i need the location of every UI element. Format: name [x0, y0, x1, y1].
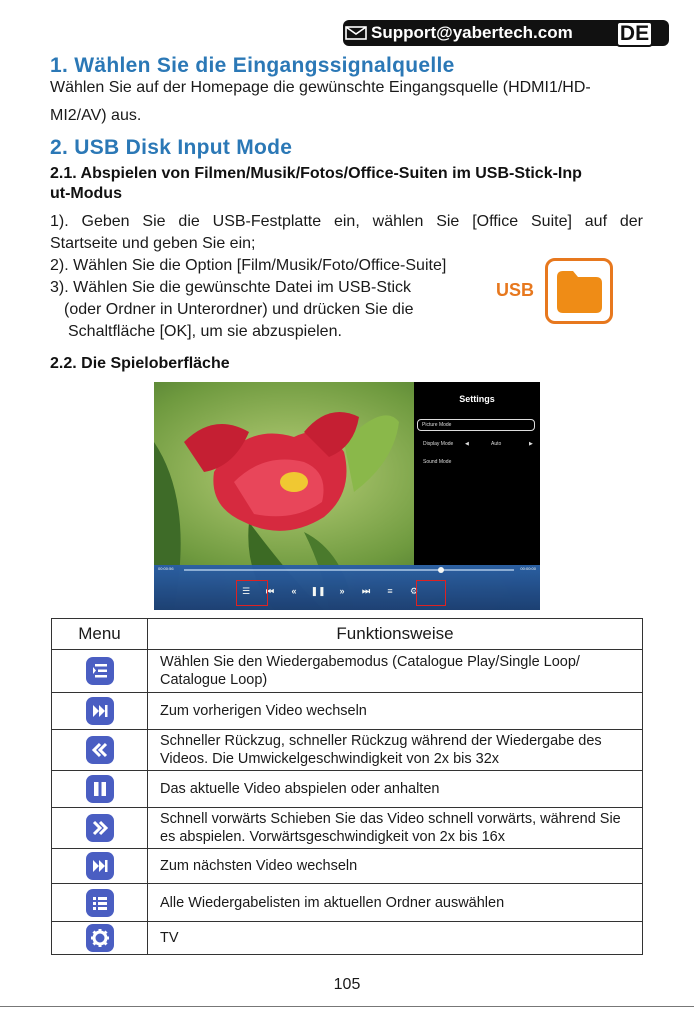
settings-gear-icon — [86, 924, 114, 952]
fast-forward-icon — [86, 814, 114, 842]
time-end: 00:00:00 — [520, 566, 536, 571]
table-row-desc: TV — [148, 922, 643, 955]
settings-panel — [414, 382, 540, 565]
progress-track[interactable] — [184, 569, 514, 571]
table-row — [52, 730, 643, 771]
support-email-text: Support@yabertech.com — [371, 23, 573, 42]
mail-icon — [345, 26, 367, 40]
pause-icon[interactable]: ❚❚ — [310, 586, 326, 596]
display-mode-prev-icon[interactable]: ◀ — [465, 441, 469, 447]
time-start: 00:00:56 — [158, 566, 174, 571]
table-row — [52, 849, 643, 884]
table-row-desc: Alle Wiedergabelisten im aktuellen Ordner auswählen — [148, 884, 643, 922]
table-header-menu: Menu — [52, 619, 148, 650]
section2-1-title-line2: ut-Modus — [50, 185, 122, 202]
step3-line3: Schaltfläche [OK], um sie abzuspielen. — [68, 323, 342, 340]
table-row — [52, 884, 643, 922]
table-row — [52, 693, 643, 730]
table-row-desc: Schnell vorwärts Schieben Sie das Video schnell vorwärts, während Sie es abspielen. Vorwärtsgeschwindigkeit von 2x bis 16x — [148, 808, 643, 849]
display-mode-value: Auto — [491, 441, 502, 447]
section1-line1: Wählen Sie auf der Homepage die gewünschte Eingangsquelle (HDMI1/HD- — [50, 79, 591, 96]
playlist-icon[interactable]: ≡ — [387, 586, 393, 596]
table-row-desc: Zum vorherigen Video wechseln — [148, 693, 643, 730]
fast-forward-icon[interactable]: » — [339, 586, 345, 596]
language-badge: DE — [616, 21, 653, 47]
playmode-icon[interactable]: ☰ — [241, 586, 251, 596]
table-row — [52, 771, 643, 808]
section1-title: 1. Wählen Sie die Eingangssignalquelle — [50, 54, 455, 77]
table-header-function: Funktionsweise — [148, 619, 643, 650]
playmode-highlight — [236, 580, 268, 606]
skip-next-icon — [86, 852, 114, 880]
progress-handle[interactable] — [438, 567, 444, 573]
table-row-desc: Zum nächsten Video wechseln — [148, 849, 643, 884]
step3-line1: 3). Wählen Sie die gewünschte Datei im USB-Stick — [50, 279, 412, 296]
skip-previous-icon — [86, 697, 114, 725]
skip-previous-icon[interactable]: ⏮ — [265, 586, 275, 596]
table-row-desc: Wählen Sie den Wiedergabemodus (Catalogue Play/Single Loop/ Catalogue Loop) — [148, 650, 643, 693]
settings-gear-icon[interactable]: ⚙ — [409, 586, 419, 596]
rewind-icon[interactable]: « — [291, 586, 297, 596]
display-mode-next-icon[interactable]: ▶ — [529, 441, 533, 447]
table-row — [52, 808, 643, 849]
sound-mode-item[interactable]: Sound Mode — [423, 459, 452, 465]
table-row — [52, 650, 643, 693]
table-row-desc: Das aktuelle Video abspielen oder anhalten — [148, 771, 643, 808]
settings-highlight — [416, 580, 446, 606]
playmode-icon — [86, 657, 114, 685]
step1-line1: 1). Geben Sie die USB-Festplatte ein, wählen Sie [Office Suite] auf der — [50, 213, 643, 230]
picture-mode-item[interactable]: Picture Mode — [417, 419, 535, 431]
settings-title: Settings — [459, 394, 495, 404]
section2-title: 2. USB Disk Input Mode — [50, 136, 293, 159]
step1-line2: Startseite und geben Sie ein; — [50, 235, 256, 252]
section2-1-title-line1: 2.1. Abspielen von Filmen/Musik/Fotos/Office-Suiten im USB-Stick-Inp — [50, 165, 582, 182]
table-row-desc: Schneller Rückzug, schneller Rückzug während der Wiedergabe des Videos. Die Umwickelgeschwindigkeit von 2x bis 32x — [148, 730, 643, 771]
table-row — [52, 922, 643, 955]
footer-divider — [0, 1006, 694, 1007]
display-mode-label: Display Mode — [423, 441, 454, 447]
page-number: 105 — [333, 976, 361, 993]
step2: 2). Wählen Sie die Option [Film/Musik/Foto/Office-Suite] — [50, 257, 447, 274]
step3-line2: (oder Ordner in Unterordner) und drücken Sie die — [64, 301, 414, 318]
usb-label: USB — [496, 280, 535, 300]
function-table — [51, 618, 643, 955]
rewind-icon — [86, 736, 114, 764]
playlist-icon — [86, 889, 114, 917]
support-email — [345, 20, 573, 46]
pause-icon — [86, 775, 114, 803]
usb-folder-icon — [545, 258, 613, 324]
player-screenshot — [154, 382, 540, 610]
section2-2-title: 2.2. Die Spieloberfläche — [50, 355, 230, 372]
player-control-bar — [154, 565, 540, 610]
skip-next-icon[interactable]: ⏭ — [361, 586, 371, 596]
section1-line2: MI2/AV) aus. — [50, 107, 142, 124]
